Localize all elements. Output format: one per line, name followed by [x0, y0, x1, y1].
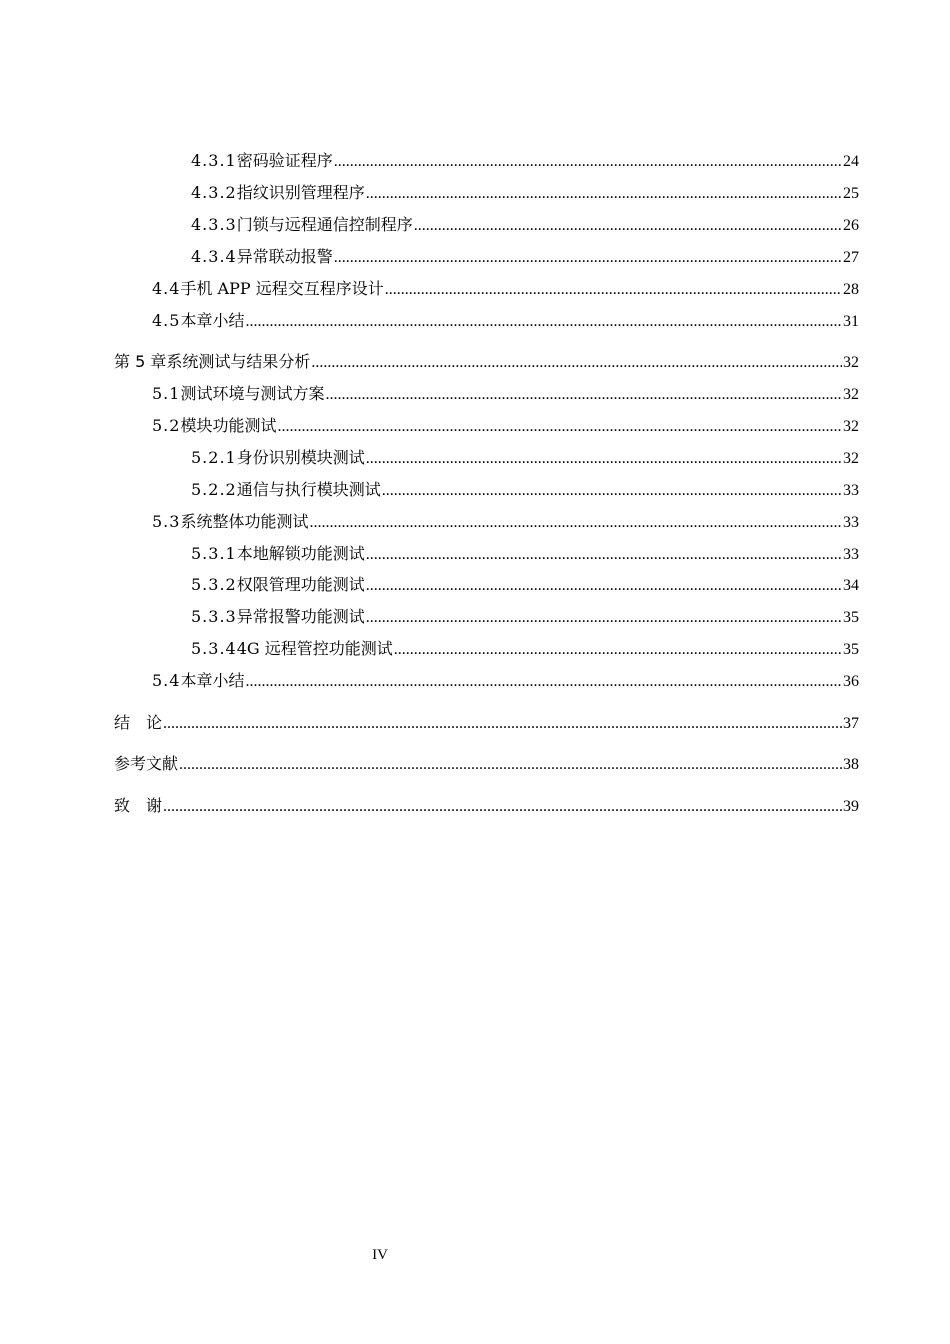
- toc-entry-title: 参考文献: [114, 754, 179, 773]
- toc-entry-number: 第 5 章: [114, 352, 167, 371]
- toc-entry-number: 5.3.1: [191, 544, 237, 563]
- dot-leader: [382, 478, 842, 504]
- dot-leader: [309, 510, 842, 536]
- toc-entry-page: 25: [843, 185, 859, 202]
- toc-entry[interactable]: [0, 668, 950, 694]
- toc-entry-page: 31: [843, 313, 859, 330]
- dot-leader: [394, 637, 842, 663]
- toc-entry[interactable]: [0, 445, 950, 471]
- toc-entry-title: 密码验证程序: [236, 151, 333, 170]
- toc-entry-title: 系统整体功能测试: [180, 512, 309, 531]
- toc-entry-title: 本地解锁功能测试: [236, 544, 365, 563]
- toc-entry-page: 36: [843, 673, 859, 690]
- toc-chapter-entry[interactable]: [0, 751, 950, 777]
- toc-entry-title: 致 谢: [114, 796, 163, 815]
- toc-entry-number: 4.3.4: [191, 247, 237, 266]
- toc-entry[interactable]: [0, 413, 950, 439]
- toc-entry-page: 35: [843, 641, 859, 658]
- toc-entry-title: 权限管理功能测试: [236, 575, 365, 594]
- toc-entry-title: 通信与执行模块测试: [236, 480, 381, 499]
- toc-entry[interactable]: [0, 180, 950, 206]
- toc-entry-page: 33: [843, 482, 859, 499]
- dot-leader: [245, 309, 842, 335]
- toc-entry-number: 5.3.2: [191, 575, 237, 594]
- toc-entry-title: 结 论: [114, 713, 163, 732]
- dot-leader: [366, 181, 842, 207]
- dot-leader: [163, 794, 842, 820]
- dot-leader: [366, 573, 842, 599]
- dot-leader: [245, 669, 842, 695]
- toc-entry-number: 4.4: [152, 279, 181, 298]
- toc-entry-page: 32: [843, 450, 859, 467]
- toc-chapter-entry[interactable]: [0, 710, 950, 736]
- dot-leader: [385, 277, 842, 303]
- toc-entry[interactable]: [0, 572, 950, 598]
- toc-entry[interactable]: [0, 381, 950, 407]
- toc-entry[interactable]: [0, 636, 950, 662]
- dot-leader: [311, 350, 842, 376]
- toc-entry-number: 5.3.4: [191, 639, 237, 658]
- toc-entry[interactable]: [0, 308, 950, 334]
- toc-entry[interactable]: [0, 604, 950, 630]
- toc-entry-page: 34: [843, 577, 859, 594]
- dot-leader: [325, 382, 842, 408]
- toc-entry-page: 33: [843, 546, 859, 563]
- toc-entry-page: 35: [843, 609, 859, 626]
- dot-leader: [334, 245, 842, 271]
- toc-entry-title: 身份识别模块测试: [236, 448, 365, 467]
- toc-entry[interactable]: [0, 148, 950, 174]
- toc-entry[interactable]: [0, 509, 950, 535]
- dot-leader: [334, 149, 842, 175]
- dot-leader: [179, 752, 842, 778]
- toc-entry-title: 测试环境与测试方案: [180, 384, 325, 403]
- toc-entry-title: 指纹识别管理程序: [236, 183, 365, 202]
- toc-entry[interactable]: [0, 244, 950, 270]
- toc-entry-title: 本章小结: [180, 311, 245, 330]
- toc-entry-number: 5.3: [152, 512, 181, 531]
- toc-entry-number: 4.3.1: [191, 151, 237, 170]
- toc-entry[interactable]: [0, 212, 950, 238]
- toc-entry-page: 32: [843, 418, 859, 435]
- dot-leader: [163, 711, 842, 737]
- toc-entry-title: 异常联动报警: [236, 247, 333, 266]
- dot-leader: [366, 446, 842, 472]
- toc-chapter-entry[interactable]: [0, 349, 950, 375]
- toc-entry-number: 4.3.3: [191, 215, 237, 234]
- dot-leader: [277, 414, 842, 440]
- toc-entry-title: 异常报警功能测试: [236, 607, 365, 626]
- toc-entry[interactable]: [0, 477, 950, 503]
- toc-entry-title: 门锁与远程通信控制程序: [236, 215, 413, 234]
- toc-entry-number: 4.5: [152, 311, 181, 330]
- page-number-footer: IV: [372, 1247, 388, 1263]
- toc-entry-title: 4G 远程管控功能测试: [236, 639, 393, 658]
- toc-entry-page: 28: [843, 281, 859, 298]
- dot-leader: [366, 605, 842, 631]
- toc-entry-page: 32: [843, 354, 859, 371]
- toc-entry-page: 26: [843, 217, 859, 234]
- toc-entry-title: 本章小结: [180, 671, 245, 690]
- toc-entry-number: 5.2.1: [191, 448, 237, 467]
- toc-entry-page: 27: [843, 249, 859, 266]
- dot-leader: [366, 542, 842, 568]
- dot-leader: [414, 213, 842, 239]
- toc-entry-number: 5.2.2: [191, 480, 237, 499]
- toc-entry-number: 5.1: [152, 384, 181, 403]
- toc-entry-title: 手机 APP 远程交互程序设计: [180, 279, 384, 298]
- toc-entry-number: 4.3.2: [191, 183, 237, 202]
- toc-chapter-entry[interactable]: [0, 793, 950, 819]
- toc-entry-page: 38: [843, 756, 859, 773]
- toc-entry-page: 39: [843, 798, 859, 815]
- toc-entry-title: 模块功能测试: [180, 416, 277, 435]
- toc-entry-title: 系统测试与结果分析: [166, 352, 311, 371]
- toc-entry[interactable]: [0, 276, 950, 302]
- toc-entry-page: 24: [843, 153, 859, 170]
- toc-entry-page: 32: [843, 386, 859, 403]
- toc-entry[interactable]: [0, 541, 950, 567]
- toc-entry-page: 37: [843, 715, 859, 732]
- toc-entry-number: 5.4: [152, 671, 181, 690]
- toc-entry-number: 5.2: [152, 416, 181, 435]
- toc-entry-number: 5.3.3: [191, 607, 237, 626]
- toc-entry-page: 33: [843, 514, 859, 531]
